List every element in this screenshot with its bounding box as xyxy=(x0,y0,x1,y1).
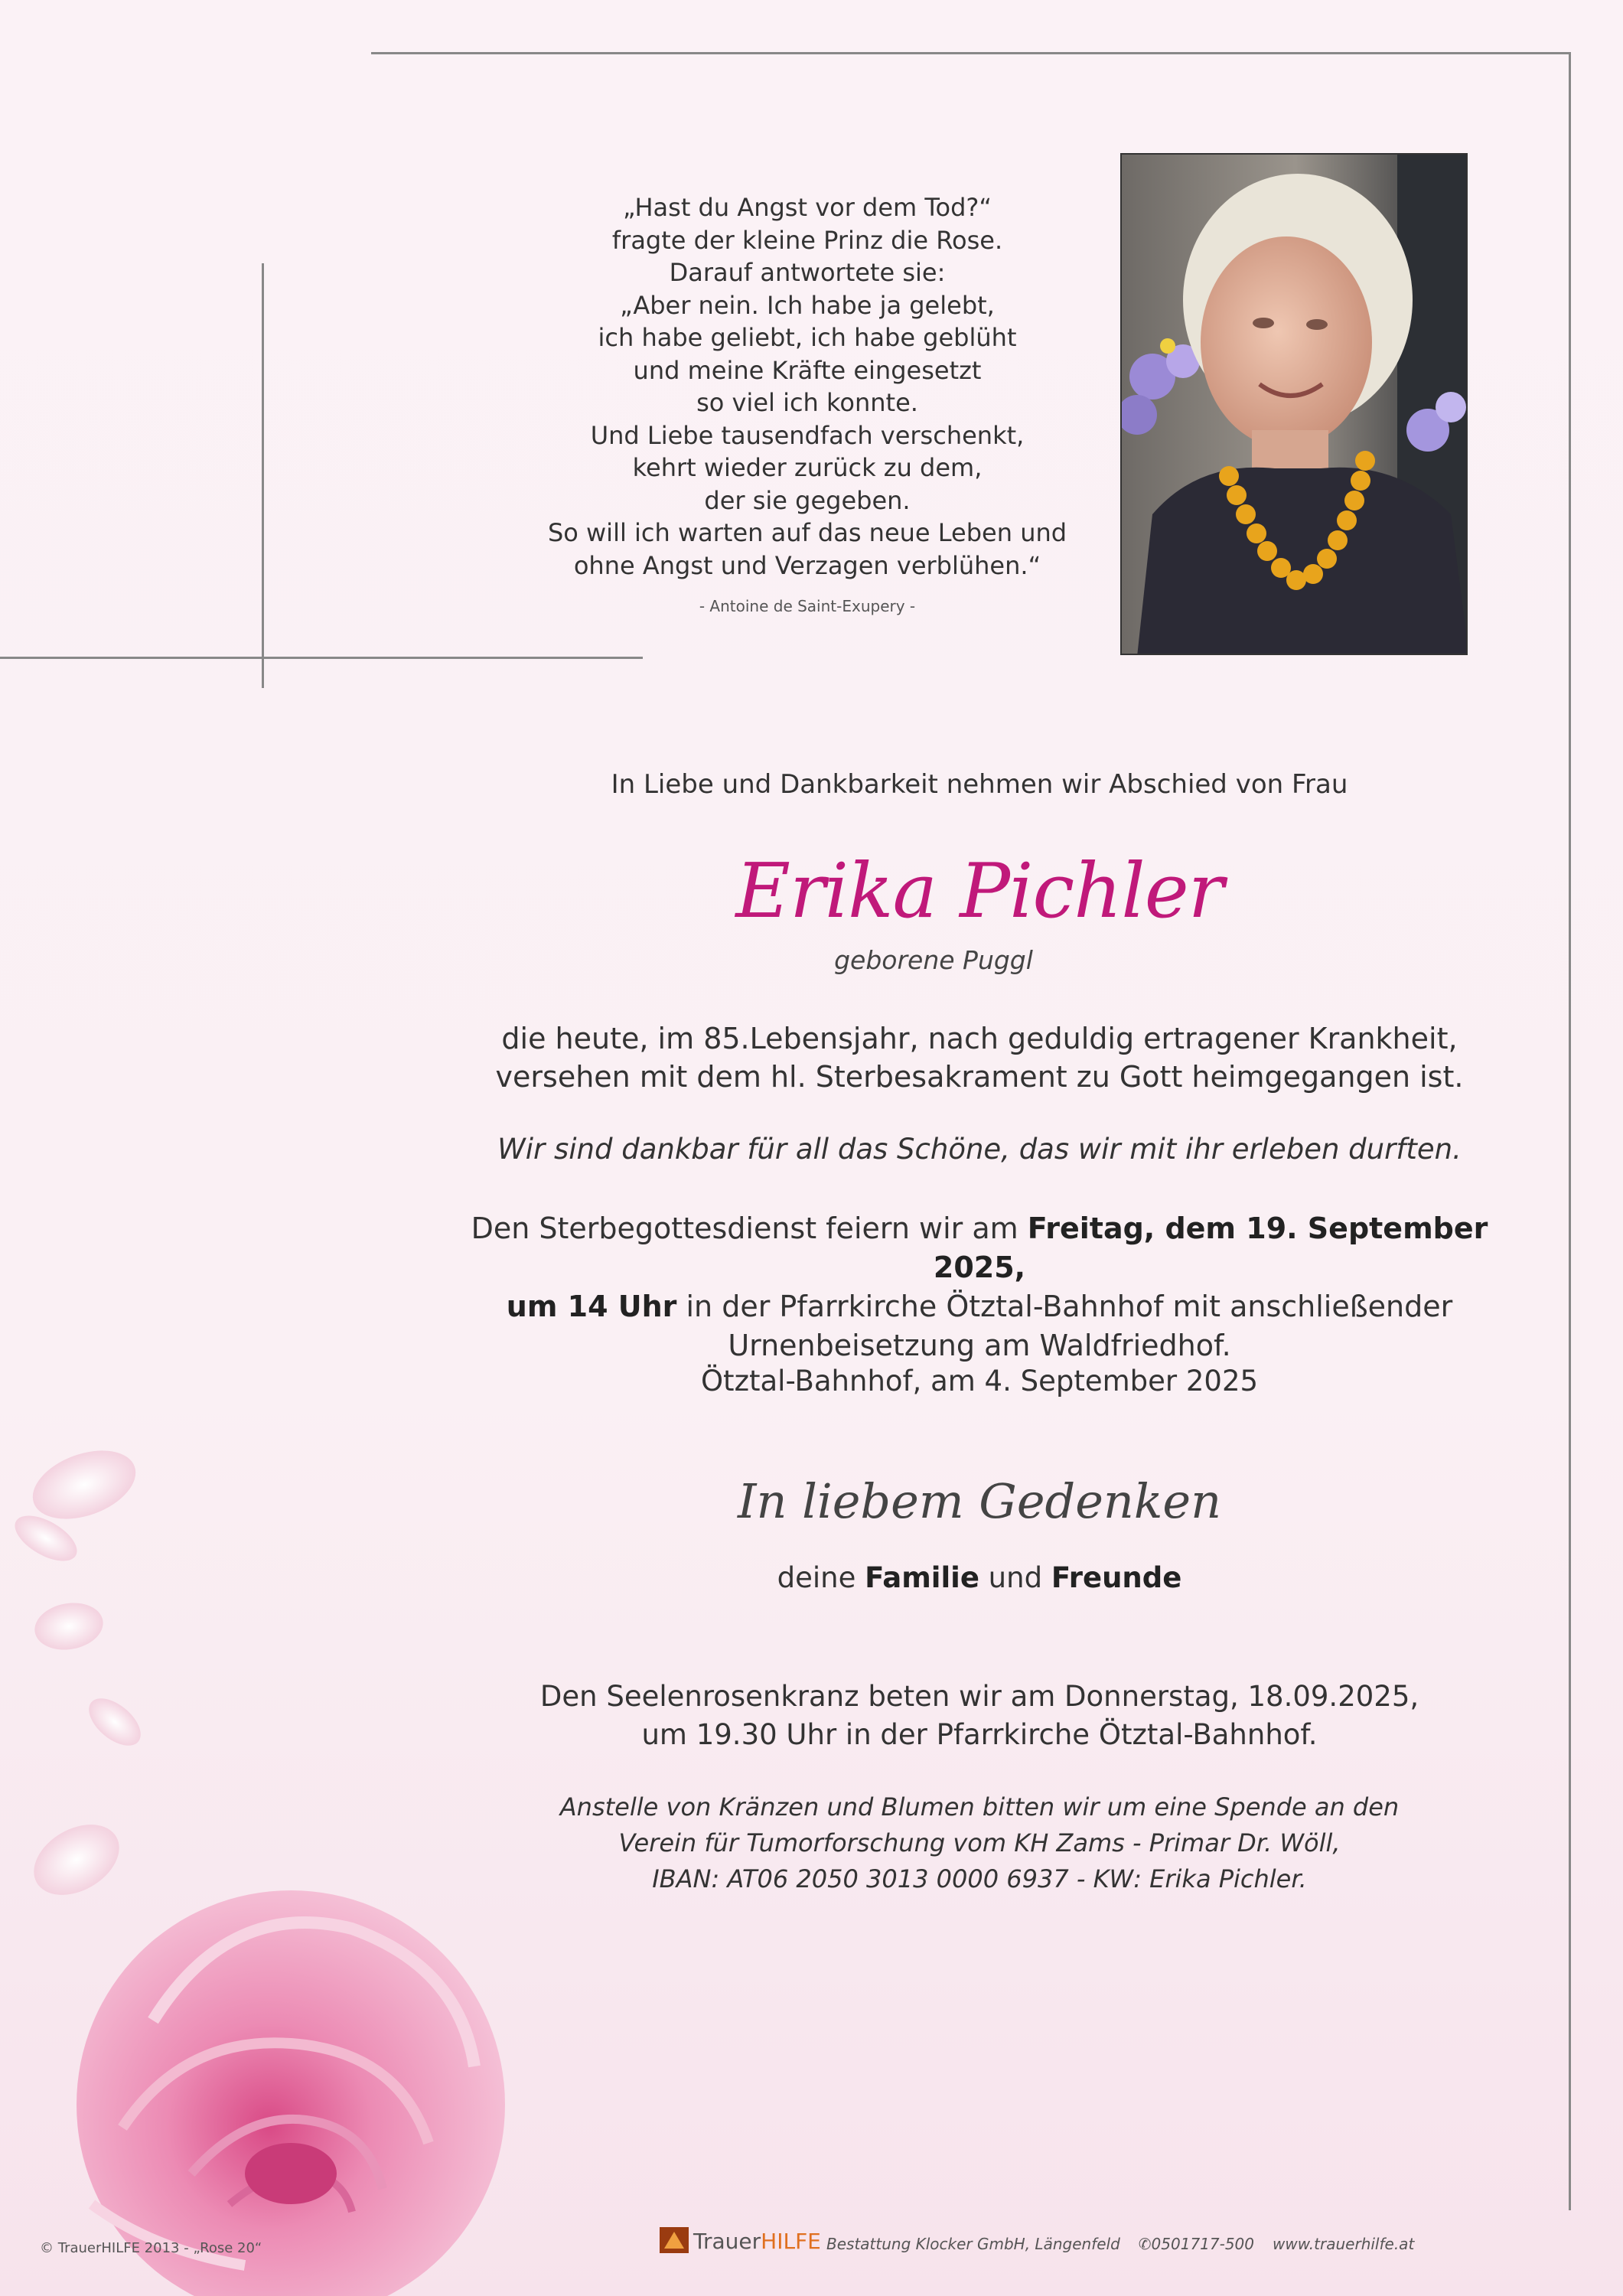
friends-word: Freunde xyxy=(1051,1561,1182,1594)
cross-horizontal-line xyxy=(0,657,643,659)
quote-line: der sie gegeben. xyxy=(704,485,911,515)
quote-line: so viel ich konnte. xyxy=(696,388,918,417)
quote-line: kehrt wieder zurück zu dem, xyxy=(632,453,983,482)
family-word: Familie xyxy=(865,1561,979,1594)
quote-line: ohne Angst und Verzagen verblühen.“ xyxy=(573,550,1041,580)
trauerhilfe-logo-icon xyxy=(660,2227,689,2253)
service-burial: Urnenbeisetzung am Waldfriedhof. xyxy=(728,1329,1231,1362)
birth-name: geborene Puggl xyxy=(834,945,1033,975)
memory-heading: In liebem Gedenken xyxy=(737,1473,1222,1529)
service-time: um 14 Uhr xyxy=(506,1290,677,1323)
quote-line: Darauf antwortete sie: xyxy=(669,258,946,287)
quote-block xyxy=(528,191,1087,582)
gratitude-text: Wir sind dankbar für all das Schöne, das wir mit ihr erleben durften. xyxy=(497,1133,1462,1166)
footer-contact xyxy=(826,2235,1414,2253)
portrait-photo xyxy=(1120,153,1468,655)
footer-website[interactable]: www.trauerhilfe.at xyxy=(1273,2235,1415,2253)
brand-part-b: HILFE xyxy=(761,2229,821,2254)
quote-author: - Antoine de Saint-Exupery - xyxy=(699,597,916,615)
footer-brand xyxy=(693,2229,821,2254)
footer-phone: 0501717-500 xyxy=(1151,2235,1255,2253)
frame-line-top xyxy=(371,52,1571,54)
quote-line: fragte der kleine Prinz die Rose. xyxy=(611,225,1003,255)
death-notice-line: versehen mit dem hl. Sterbesakrament zu Gott heimgegangen ist. xyxy=(495,1060,1464,1094)
death-notice-line: die heute, im 85.Lebensjahr, nach geduldig ertragener Krankheit, xyxy=(501,1022,1458,1055)
donation-line: IBAN: AT06 2050 3013 0000 6937 - KW: Erika Pichler. xyxy=(652,1864,1307,1893)
donation-line: Anstelle von Kränzen und Blumen bitten wir um eine Spende an den xyxy=(559,1792,1400,1821)
family-signature xyxy=(612,1561,1347,1594)
rose-decoration xyxy=(0,1439,689,2296)
rosary-line: um 19.30 Uhr in der Pfarrkirche Ötztal-Bahnhof. xyxy=(641,1718,1318,1751)
phone-icon: ✆ xyxy=(1138,2235,1152,2253)
footer-copyright: © TrauerHILFE 2013 - „Rose 20“ xyxy=(40,2240,262,2256)
footer-company: Bestattung Klocker GmbH, Längenfeld xyxy=(826,2235,1120,2253)
death-notice-text xyxy=(429,1019,1530,1096)
quote-line: So will ich warten auf das neue Leben und xyxy=(547,518,1067,547)
quote-line: und meine Kräfte eingesetzt xyxy=(633,355,982,385)
service-post: in der Pfarrkirche Ötztal-Bahnhof mit anschließender xyxy=(676,1290,1453,1323)
service-pre: Den Sterbegottesdienst feiern wir am xyxy=(471,1212,1028,1245)
cross-vertical-line xyxy=(262,263,264,688)
rosary-line: Den Seelenrosenkranz beten wir am Donnerstag, 18.09.2025, xyxy=(539,1680,1419,1713)
frame-line-right xyxy=(1569,52,1571,2210)
quote-line: Und Liebe tausendfach verschenkt, xyxy=(590,420,1025,450)
deceased-name: Erika Pichler xyxy=(735,848,1224,935)
quote-line: „Aber nein. Ich habe ja gelebt, xyxy=(620,290,995,320)
service-date: Freitag, dem 19. September 2025, xyxy=(933,1212,1488,1284)
family-and: und xyxy=(979,1561,1051,1594)
quote-line: ich habe geliebt, ich habe geblüht xyxy=(598,323,1017,352)
service-text xyxy=(429,1209,1530,1365)
family-pre: deine xyxy=(777,1561,865,1594)
place-date: Ötztal-Bahnhof, am 4. September 2025 xyxy=(700,1365,1259,1397)
quote-line: „Hast du Angst vor dem Tod?“ xyxy=(623,193,992,222)
brand-part-a: Trauer xyxy=(693,2229,761,2254)
donation-line: Verein für Tumorforschung vom KH Zams - Primar Dr. Wöll, xyxy=(618,1828,1341,1857)
intro-text: In Liebe und Dankbarkeit nehmen wir Abschied von Frau xyxy=(611,769,1348,800)
